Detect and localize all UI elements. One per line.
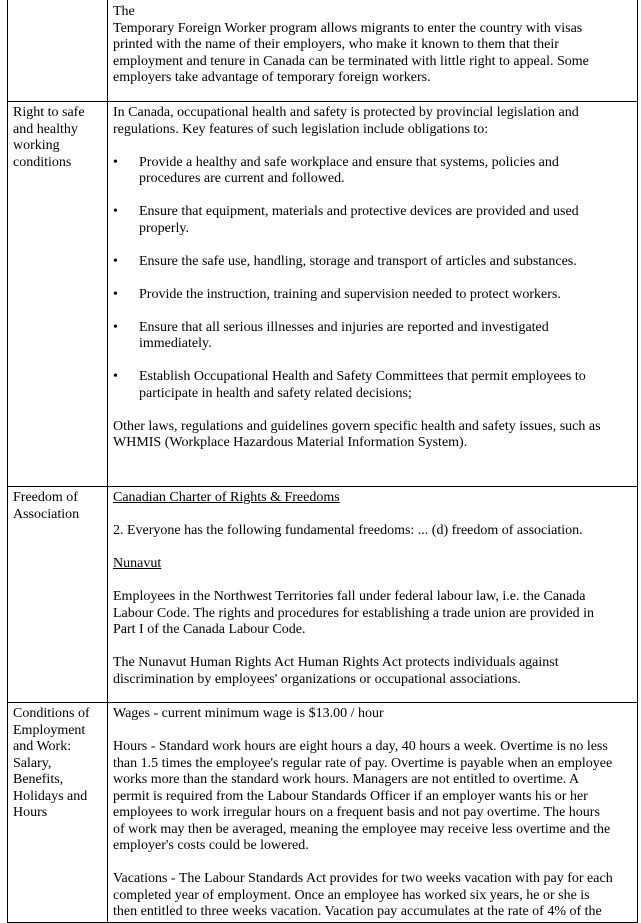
paragraph: In Canada, occupational health and safety is protected by provincial legislation and regulations. Key features of such legislation include obligations to: [113,105,579,137]
list-item: • Provide the instruction, training and supervision needed to protect workers. [113,286,561,302]
paragraph: Employees in the Northwest Territories fall under federal labour law, i.e. the Canada Labour Code. The rights and procedures for establishing a trade union are provided in Part I of the Canada Labour Code. [113,589,595,637]
row-label [8,0,108,102]
bullet-icon: • [113,154,118,170]
bullet-icon: • [113,204,118,219]
table-row [8,487,638,703]
paragraph: 2. Everyone has the following fundamental freedoms: ... (d) freedom of association. [113,523,583,538]
rights-table [7,0,638,923]
section-heading: Canadian Charter of Rights & Freedoms [113,490,340,505]
bullet-icon: • [113,369,118,384]
row-label: Right to safe and healthy working conditions [8,102,108,487]
paragraph: Other laws, regulations and guidelines govern specific health and safety issues, such as WHMIS (Workplace Hazardous Material Information System). [113,418,601,450]
paragraph: Vacations - The Labour Standards Act provides for two weeks vacation with pay for each completed year of employment. Once an employee has worked six years, he or she is then entitled to three weeks vacation. Vacation pay accumulates at the rate of 4% of the [113,871,613,919]
list-item: • Ensure the safe use, handling, storage and transport of articles and substances. [113,253,577,269]
list-item: • Establish Occupational Health and Safety Committees that permit employees to participate in health and safety related decisions; [113,369,586,401]
bullet-icon: • [113,253,118,269]
list-item: • Provide a healthy and safe workplace and ensure that systems, policies and procedures are current and followed. [113,154,559,186]
table-row [8,102,638,487]
paragraph: The Nunavut Human Rights Act Human Rights Act protects individuals against discrimination by employees' organizations or occupational associations. [113,655,559,687]
paragraph: Wages - current minimum wage is $13.00 / hour [113,706,384,721]
row-label: Freedom of Association [8,487,108,703]
row-label: Conditions of Employment and Work: Salary, Benefits, Holidays and Hours [8,703,108,923]
table-row [8,703,638,923]
row-content [108,487,638,703]
table-row [8,0,638,102]
row-content [108,0,638,102]
paragraph: The Temporary Foreign Worker program allows migrants to enter the country with visas printed with the name of their employers, who make it known to them that their employment and tenure in Canada can be terminated with little right to appeal. Some employers take advantage of temporary foreign workers. [113,4,589,85]
list-item: • Ensure that all serious illnesses and injuries are reported and investigated immediately. [113,319,549,351]
list-item: • Ensure that equipment, materials and protective devices are provided and used properly. [113,204,579,236]
section-heading: Nunavut [113,556,162,571]
row-content [108,703,638,923]
bullet-icon: • [113,286,118,302]
bullet-icon: • [113,319,118,335]
bullet-list [113,155,632,403]
paragraph: Hours - Standard work hours are eight hours a day, 40 hours a week. Overtime is no less than 1.5 times the employee's regular rate of pay. Overtime is payable when an employee works more than the standard work hours. Managers are not entitled to overtime. A permit is required from the Labour Standards Officer if an employer wants his or her employees to work irregular hours on a frequent basis and not pay overtime. The hours of work may then be averaged, meaning the employee may receive less overtime and the employer's costs could be lowered. [113,739,613,853]
row-content [108,102,638,487]
